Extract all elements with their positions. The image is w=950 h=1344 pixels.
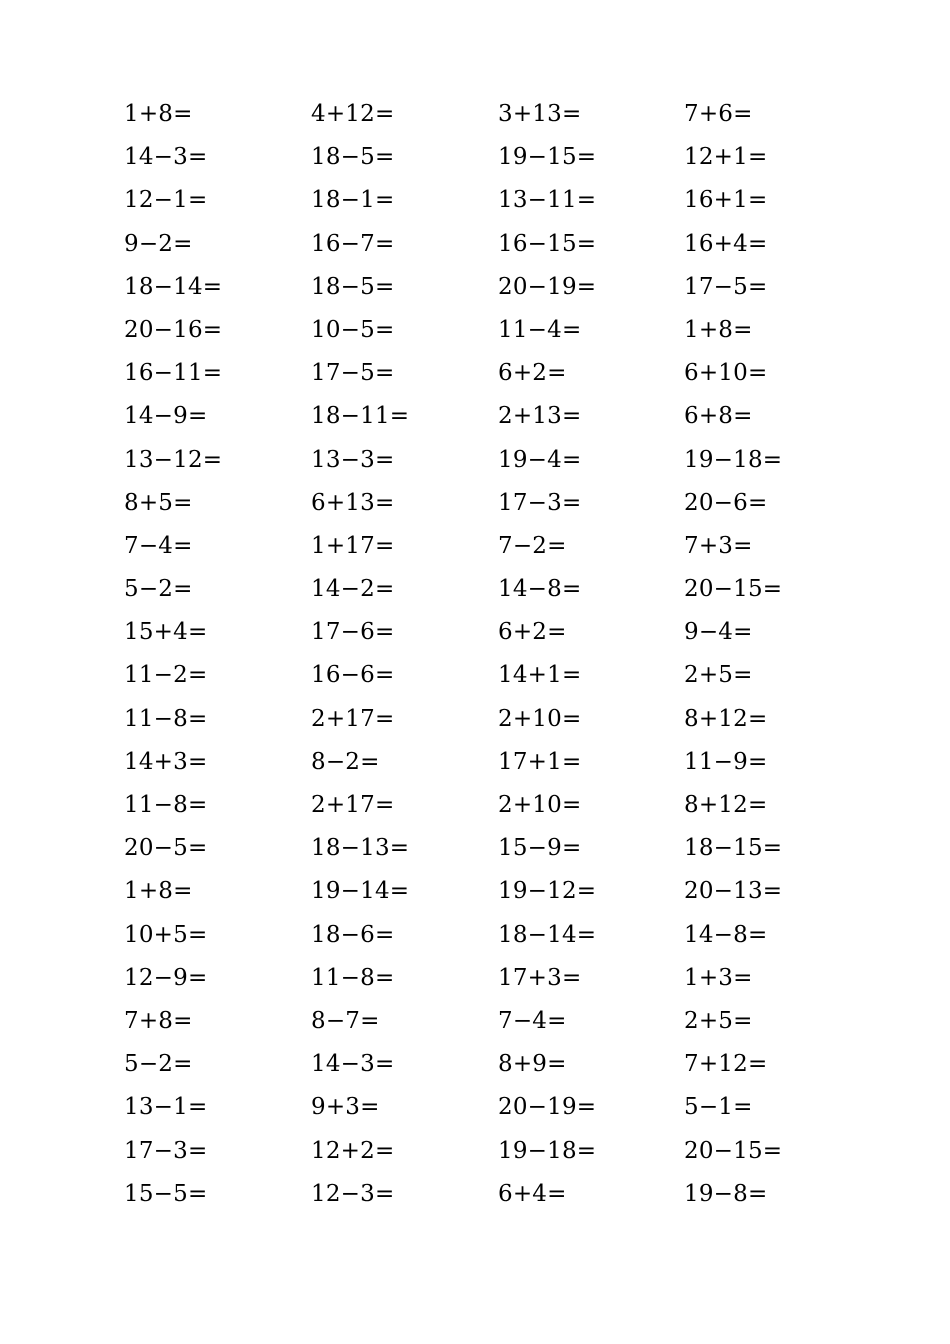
problem-cell: 6+2=: [498, 619, 567, 646]
problem-cell: 18−15=: [684, 835, 783, 862]
problem-cell: 12−1=: [124, 187, 208, 214]
problem-cell: 12+2=: [311, 1137, 395, 1164]
problem-cell: 15−5=: [124, 1180, 208, 1207]
problem-cell: 8+9=: [498, 1051, 567, 1078]
problem-cell: 9+3=: [311, 1094, 380, 1121]
problem-cell: 14−3=: [124, 144, 208, 171]
problem-cell: 14−9=: [124, 403, 208, 430]
problem-cell: 5−2=: [124, 1051, 193, 1078]
problem-cell: 16−6=: [311, 662, 395, 689]
problem-cell: 2+5=: [684, 1007, 753, 1034]
problem-cell: 2+17=: [311, 705, 395, 732]
problem-cell: 11−4=: [498, 316, 582, 343]
problem-cell: 20−5=: [124, 835, 208, 862]
problem-cell: 1+3=: [684, 964, 753, 991]
problem-cell: 20−6=: [684, 489, 768, 516]
problem-cell: 18−5=: [311, 144, 395, 171]
problem-cell: 19−12=: [498, 878, 597, 905]
problem-cell: 19−8=: [684, 1180, 768, 1207]
problem-cell: 6+8=: [684, 403, 753, 430]
problem-cell: 9−4=: [684, 619, 753, 646]
problem-cell: 19−15=: [498, 144, 597, 171]
problem-cell: 18−13=: [311, 835, 410, 862]
problem-cell: 2+13=: [498, 403, 582, 430]
problem-cell: 13−3=: [311, 446, 395, 473]
problem-cell: 10−5=: [311, 316, 395, 343]
problem-cell: 17−5=: [684, 273, 768, 300]
problem-cell: 7+12=: [684, 1051, 768, 1078]
problem-cell: 19−14=: [311, 878, 410, 905]
problem-grid: [124, 96, 844, 1219]
problem-cell: 16−15=: [498, 230, 597, 257]
problem-cell: 13−1=: [124, 1094, 208, 1121]
problem-cell: 12+1=: [684, 144, 768, 171]
problem-cell: 17+1=: [498, 748, 582, 775]
problem-cell: 14−2=: [311, 576, 395, 603]
problem-cell: 9−2=: [124, 230, 193, 257]
problem-cell: 14+3=: [124, 748, 208, 775]
problem-cell: 17−6=: [311, 619, 395, 646]
problem-cell: 18−14=: [498, 921, 597, 948]
problem-cell: 17−3=: [124, 1137, 208, 1164]
problem-cell: 2+10=: [498, 705, 582, 732]
problem-cell: 6+4=: [498, 1180, 567, 1207]
problem-cell: 11−9=: [684, 748, 768, 775]
problem-cell: 10+5=: [124, 921, 208, 948]
problem-cell: 17+3=: [498, 964, 582, 991]
problem-cell: 16+1=: [684, 187, 768, 214]
problem-cell: 20−16=: [124, 316, 223, 343]
problem-cell: 18−11=: [311, 403, 410, 430]
problem-cell: 7−2=: [498, 532, 567, 559]
problem-cell: 7+6=: [684, 101, 753, 127]
problem-cell: 1+17=: [311, 532, 395, 559]
problem-cell: 8+12=: [684, 705, 768, 732]
problem-cell: 6+13=: [311, 489, 395, 516]
problem-cell: 16−11=: [124, 360, 223, 387]
problem-cell: 1+8=: [124, 101, 193, 127]
problem-cell: 14−8=: [498, 576, 582, 603]
problem-cell: 18−6=: [311, 921, 395, 948]
problem-cell: 12−3=: [311, 1180, 395, 1207]
problem-cell: 18−14=: [124, 273, 223, 300]
problem-cell: 4+12=: [311, 101, 395, 127]
problem-cell: 3+13=: [498, 101, 582, 127]
problem-cell: 6+2=: [498, 360, 567, 387]
problem-cell: 11−8=: [124, 705, 208, 732]
problem-cell: 8+5=: [124, 489, 193, 516]
problem-cell: 11−2=: [124, 662, 208, 689]
problem-cell: 15−9=: [498, 835, 582, 862]
problem-cell: 19−18=: [684, 446, 783, 473]
problem-cell: 18−1=: [311, 187, 395, 214]
problem-cell: 20−19=: [498, 1094, 597, 1121]
problem-cell: 13−12=: [124, 446, 223, 473]
problem-cell: 7+3=: [684, 532, 753, 559]
problem-cell: 13−11=: [498, 187, 597, 214]
problem-cell: 19−4=: [498, 446, 582, 473]
problem-cell: 17−5=: [311, 360, 395, 387]
problem-cell: 20−15=: [684, 576, 783, 603]
problem-cell: 7+8=: [124, 1007, 193, 1034]
problem-cell: 1+8=: [124, 878, 193, 905]
problem-cell: 7−4=: [124, 532, 193, 559]
problem-cell: 20−15=: [684, 1137, 783, 1164]
problem-cell: 8−2=: [311, 748, 380, 775]
problem-cell: 16+4=: [684, 230, 768, 257]
problem-cell: 17−3=: [498, 489, 582, 516]
problem-cell: 2+5=: [684, 662, 753, 689]
problem-cell: 19−18=: [498, 1137, 597, 1164]
problem-cell: 11−8=: [311, 964, 395, 991]
problem-cell: 20−19=: [498, 273, 597, 300]
problem-cell: 5−2=: [124, 576, 193, 603]
problem-cell: 14−3=: [311, 1051, 395, 1078]
problem-cell: 7−4=: [498, 1007, 567, 1034]
problem-cell: 14−8=: [684, 921, 768, 948]
problem-cell: 11−8=: [124, 792, 208, 818]
problem-cell: 5−1=: [684, 1094, 753, 1121]
problem-cell: 14+1=: [498, 662, 582, 689]
problem-cell: 15+4=: [124, 619, 208, 646]
problem-cell: 2+10=: [498, 792, 582, 818]
problem-cell: 6+10=: [684, 360, 768, 387]
problem-cell: 20−13=: [684, 878, 783, 905]
problem-cell: 8−7=: [311, 1007, 380, 1034]
problem-cell: 16−7=: [311, 230, 395, 257]
problem-cell: 8+12=: [684, 792, 768, 818]
problem-cell: 12−9=: [124, 964, 208, 991]
problem-cell: 2+17=: [311, 792, 395, 818]
problem-cell: 18−5=: [311, 273, 395, 300]
problem-cell: 1+8=: [684, 316, 753, 343]
